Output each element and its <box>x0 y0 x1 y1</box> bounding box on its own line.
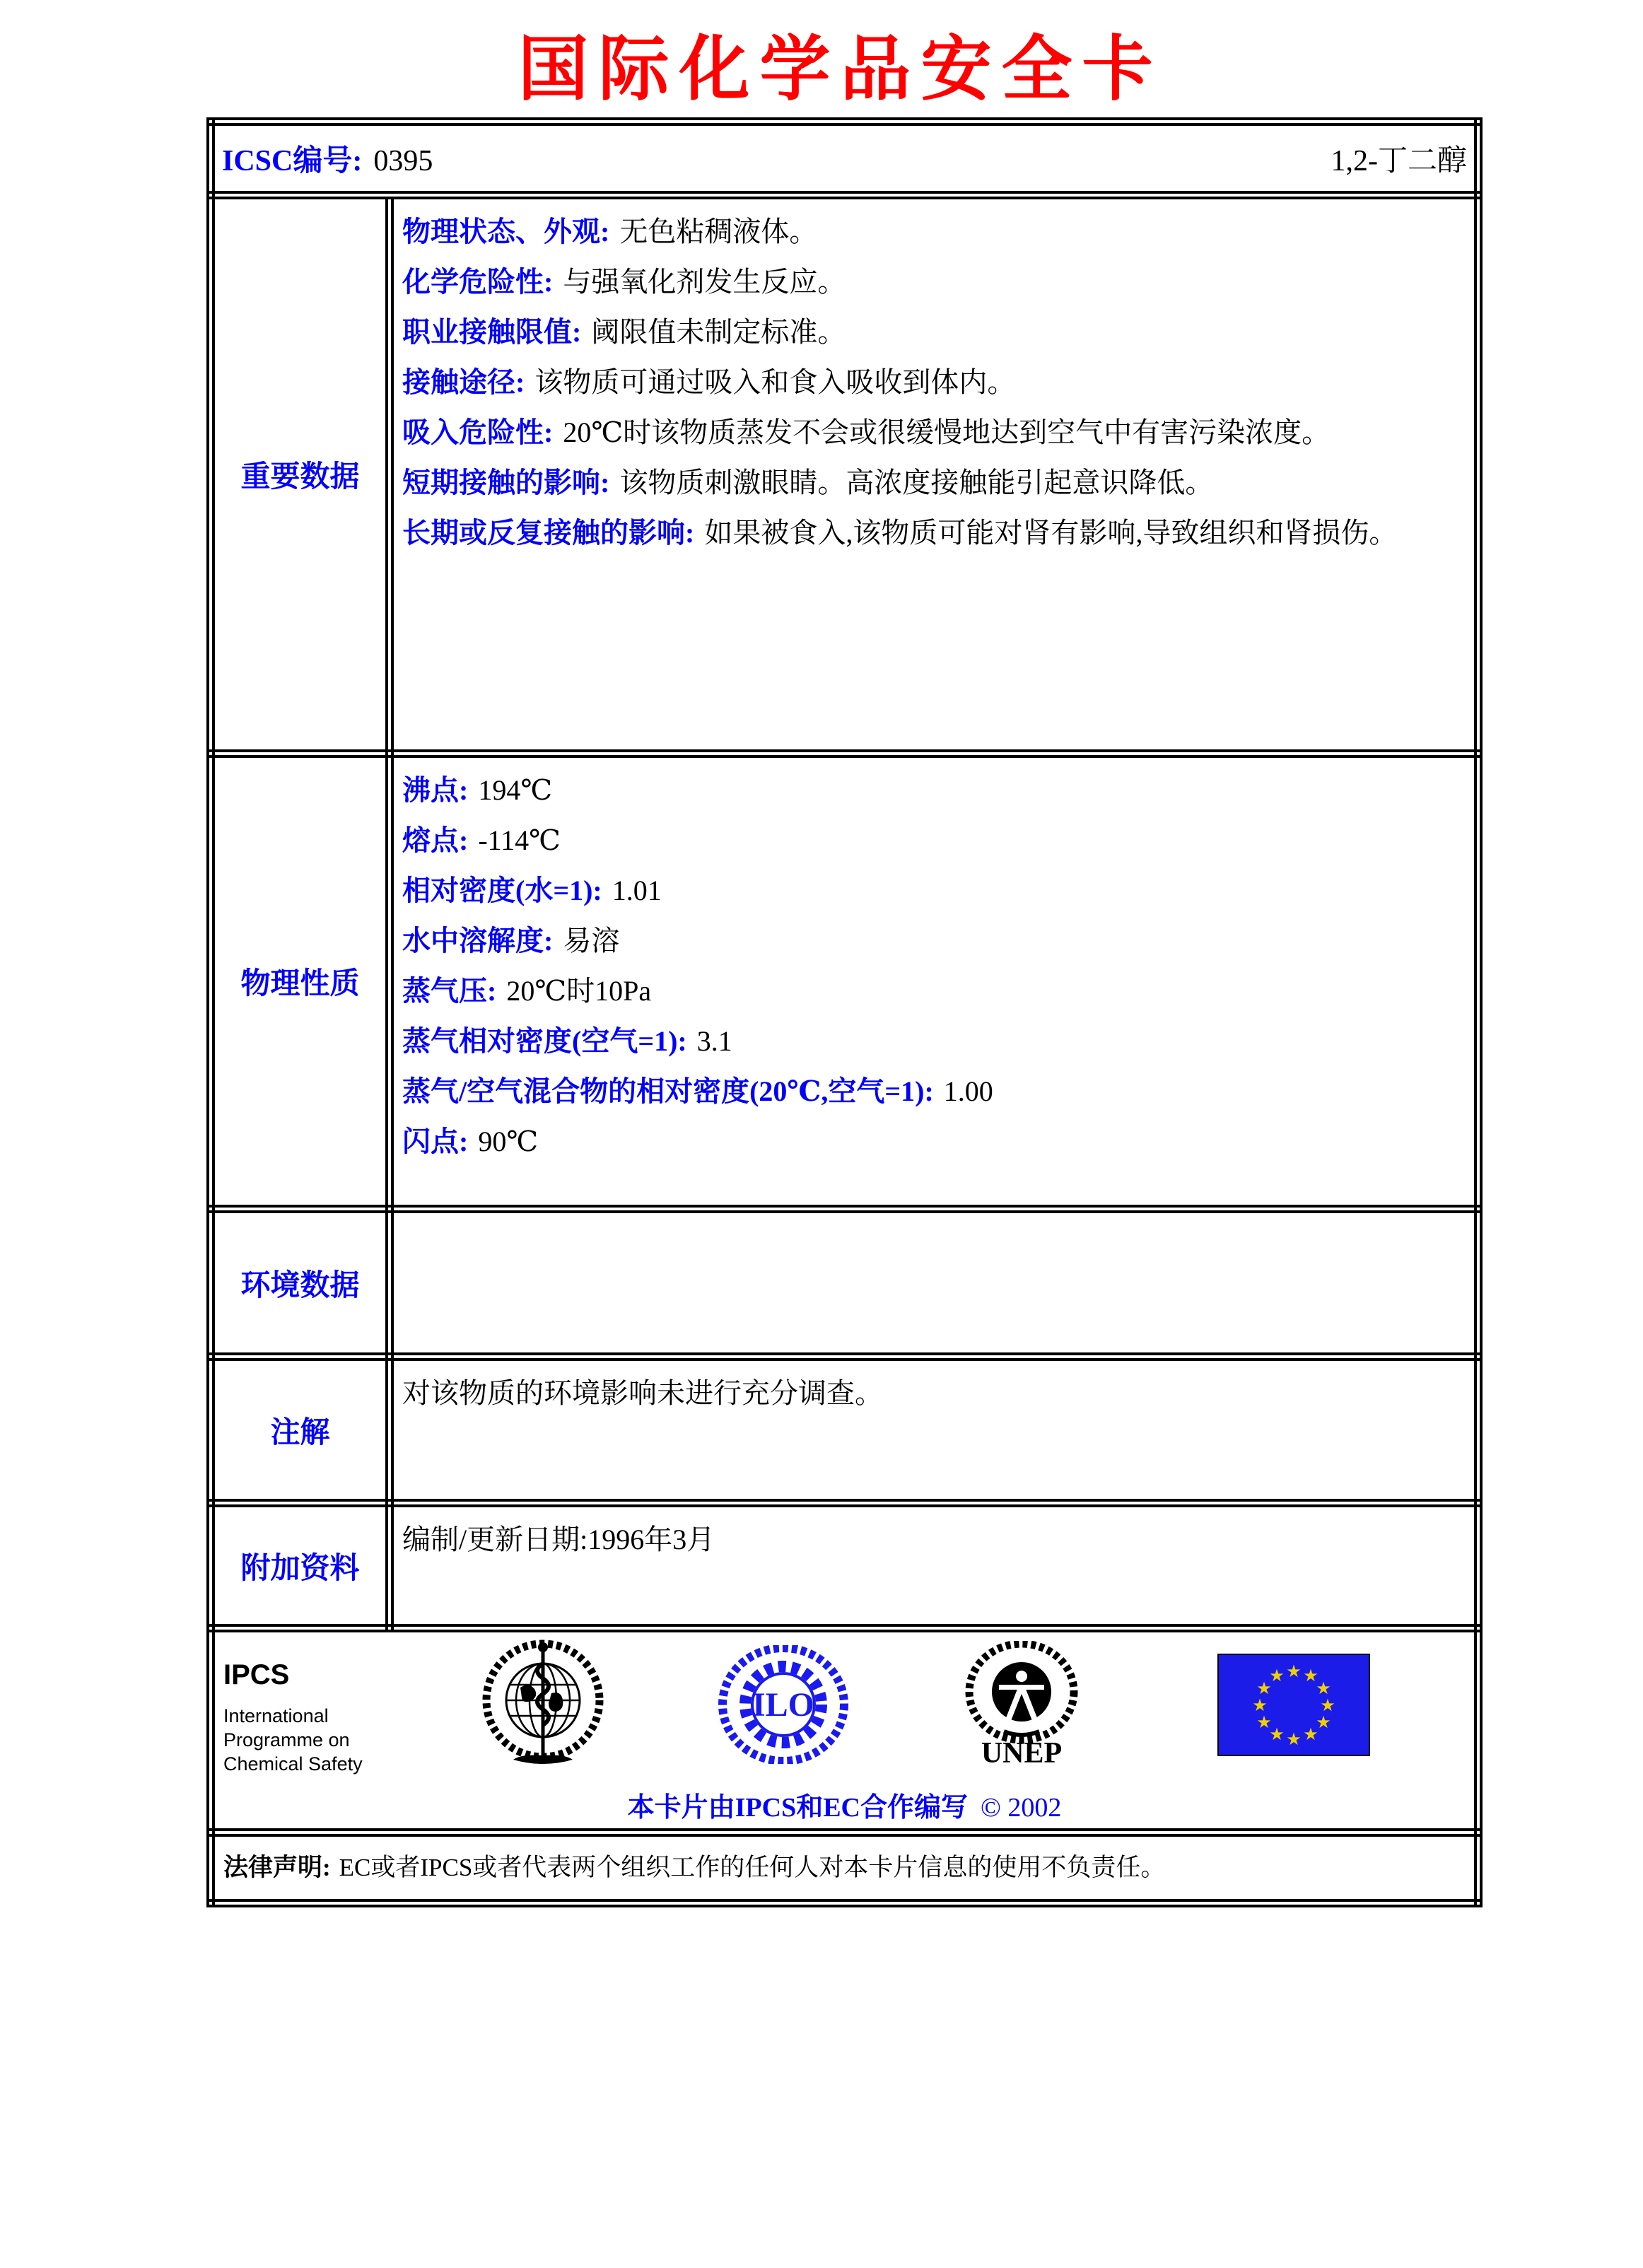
notes-text: 对该物质的环境影响未进行充分调查。 <box>402 1377 883 1409</box>
logos-row <box>211 1628 1478 1832</box>
section-label-environmental-data: 环境数据 <box>211 1209 390 1357</box>
important-item: 吸入危险性: 20℃时该物质蒸发不会或很缓慢地达到空气中有害污染浓度。 <box>402 416 1331 448</box>
header-row <box>211 122 1478 195</box>
physical-properties-content <box>402 765 1468 1205</box>
page-title: 国际化学品安全卡 <box>518 30 1163 109</box>
unep-logo-icon <box>961 1641 1082 1768</box>
notes-content <box>402 1368 1468 1499</box>
ilo-logo-icon <box>718 1645 849 1764</box>
icsc-number-value: 0395 <box>373 145 433 177</box>
important-data-content <box>402 206 1468 749</box>
svg-text:★: ★ <box>1256 1712 1272 1732</box>
eu-flag-icon <box>1217 1654 1370 1756</box>
important-item: 长期或反复接触的影响: 如果被食入,该物质可能对肾有影响,导致组织和肾损伤。 <box>402 517 1398 549</box>
physical-item: 熔点: -114℃ <box>402 824 561 856</box>
section-label-notes: 注解 <box>211 1357 390 1503</box>
logos-strip <box>215 1632 1474 1828</box>
svg-text:★: ★ <box>1320 1695 1335 1715</box>
svg-text:★: ★ <box>1269 1666 1285 1685</box>
important-item: 物理状态、外观: 无色粘稠液体。 <box>402 216 818 247</box>
svg-text:★: ★ <box>1303 1724 1319 1744</box>
important-item: 化学危险性: 与强氧化剂发生反应。 <box>402 266 846 298</box>
additional-info-content <box>402 1514 1468 1624</box>
copyright-text: © 2002 <box>981 1793 1062 1823</box>
physical-item: 蒸气相对密度(空气=1): 3.1 <box>402 1025 732 1057</box>
physical-item: 相对密度(水=1): 1.01 <box>402 875 662 906</box>
notes-row <box>211 1357 1478 1503</box>
physical-item: 闪点: 90℃ <box>402 1126 539 1157</box>
section-label-physical-properties: 物理性质 <box>211 754 390 1209</box>
physical-item: 蒸气压: 20℃时10Pa <box>402 975 652 1007</box>
cooperation-caption <box>215 1785 1474 1824</box>
svg-text:UNEP: UNEP <box>981 1737 1063 1768</box>
svg-text:ILO: ILO <box>752 1686 815 1724</box>
environmental-data-content <box>402 1220 1468 1352</box>
caption-text: 本卡片由IPCS和EC合作编写 <box>627 1793 968 1823</box>
svg-text:★: ★ <box>1316 1712 1331 1732</box>
svg-text:★: ★ <box>1286 1661 1302 1681</box>
section-label-additional-info: 附加资料 <box>211 1503 390 1628</box>
icsc-number-group <box>222 137 433 180</box>
icsc-table <box>206 117 1483 1907</box>
svg-text:★: ★ <box>1252 1695 1268 1715</box>
legal-row <box>211 1832 1478 1903</box>
environmental-data-row <box>211 1209 1478 1357</box>
additional-info-row <box>211 1503 1478 1628</box>
section-label-important-data: 重要数据 <box>211 195 390 754</box>
who-logo-icon <box>478 1638 609 1767</box>
svg-text:★: ★ <box>1316 1678 1331 1698</box>
svg-text:★: ★ <box>1286 1729 1302 1749</box>
ipcs-text-block: IPCS International Programme on Chemical Safety <box>223 1659 363 1775</box>
header-bar <box>222 126 1467 191</box>
svg-text:★: ★ <box>1269 1724 1285 1744</box>
ipcs-title: IPCS <box>223 1659 290 1690</box>
important-data-row <box>211 195 1478 754</box>
additional-info-text: 编制/更新日期:1996年3月 <box>402 1524 715 1555</box>
svg-text:★: ★ <box>1303 1666 1319 1685</box>
physical-item: 水中溶解度: 易溶 <box>402 925 620 957</box>
physical-item: 蒸气/空气混合物的相对密度(20℃,空气=1): 1.00 <box>402 1075 993 1107</box>
physical-properties-row <box>211 754 1478 1209</box>
important-item: 接触途径: 该物质可通过吸入和食入吸收到体内。 <box>402 366 1016 398</box>
svg-text:★: ★ <box>1256 1678 1272 1698</box>
icsc-number-label: ICSC编号: <box>222 145 363 177</box>
legal-text: EC或者IPCS或者代表两个组织工作的任何人对本卡片信息的使用不负责任。 <box>339 1854 1166 1881</box>
important-item: 短期接触的影响: 该物质刺激眼睛。高浓度接触能引起意识降低。 <box>402 467 1214 498</box>
chemical-name: 1,2-丁二醇 <box>1331 145 1468 177</box>
physical-item: 沸点: 194℃ <box>402 774 553 806</box>
legal-label: 法律声明: <box>223 1854 331 1881</box>
important-item: 职业接触限值: 阈限值未制定标准。 <box>402 316 846 348</box>
